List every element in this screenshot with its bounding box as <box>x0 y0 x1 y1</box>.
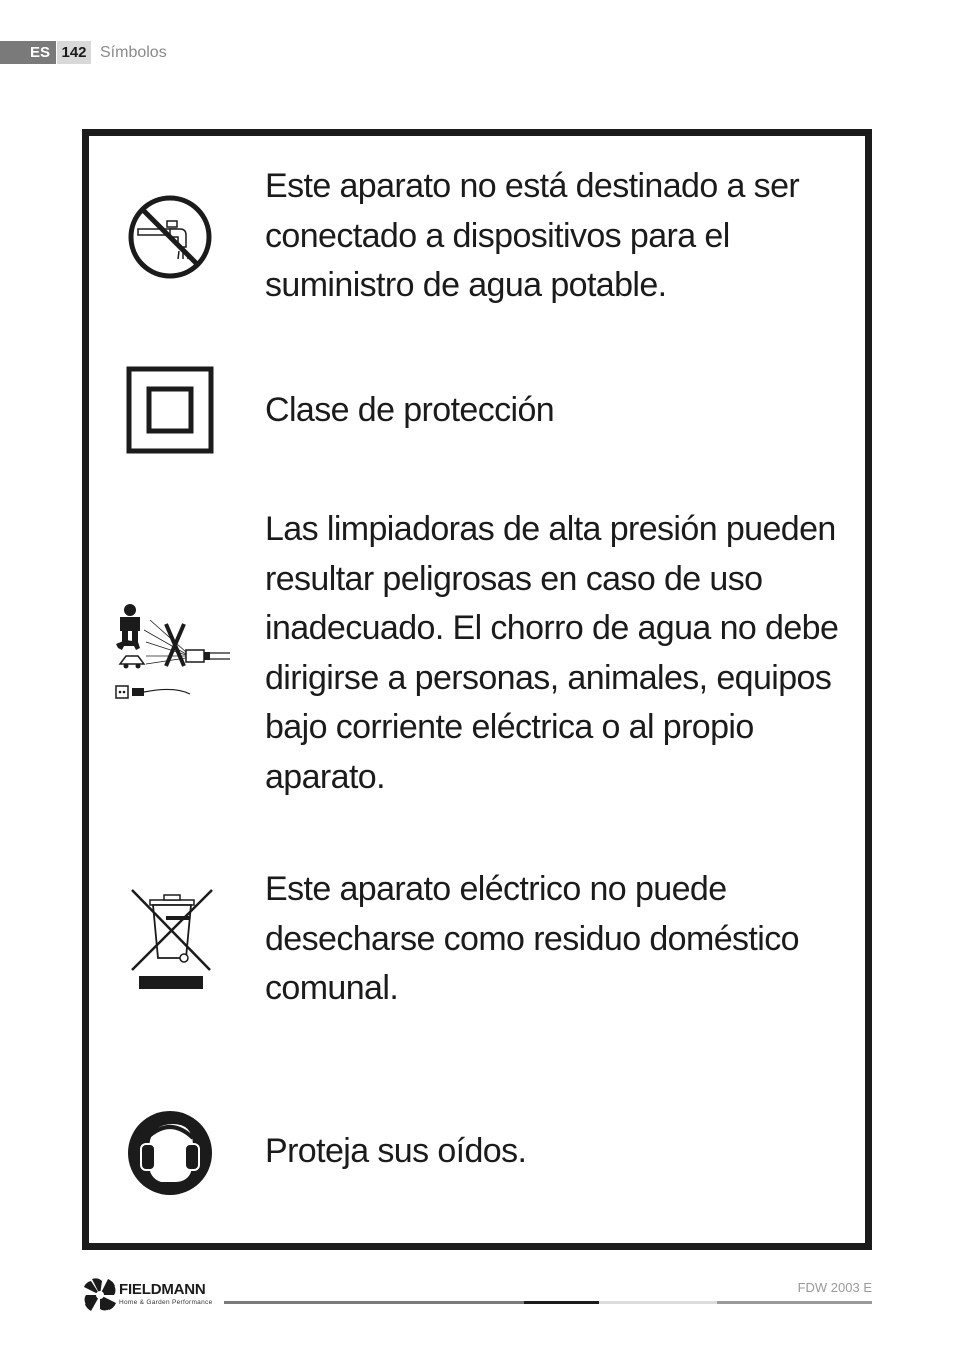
no-drinking-water-connection-icon <box>126 193 214 281</box>
symbol-text-drinking-water: Este aparato no está destinado a ser conectado a dispositivos para el suministro de agua potable. <box>265 167 800 304</box>
crossed-out-wheelie-bin-icon <box>128 886 216 992</box>
symbol-text-spray-danger: Las limpiadoras de alta presión pueden resultar peligrosas en caso de uso inadecuado. El chorro de agua no debe dirigirse a personas, animales, equipos bajo corriente eléctrica o al propio aparato. <box>265 510 839 796</box>
footer-rule-gray-1 <box>224 1301 524 1304</box>
footer-rule-dark <box>524 1301 599 1304</box>
symbol-text-ear-protection: Proteja sus oídos. <box>265 1132 527 1170</box>
section-title: Símbolos <box>100 44 167 61</box>
footer-rule-gray-2 <box>717 1301 872 1304</box>
no-spraying-people-animals-icon <box>110 600 232 706</box>
symbol-text-disposal: Este aparato eléctrico no puede desecharse como residuo doméstico comunal. <box>265 870 799 1007</box>
symbol-text-protection-class: Clase de protección <box>265 391 555 429</box>
model-number: FDW 2003 E <box>797 1280 872 1295</box>
protection-class-ii-icon <box>126 366 214 454</box>
page-number: 142 <box>57 41 91 64</box>
footer-rule-light <box>599 1301 717 1304</box>
language-tab: ES <box>0 41 56 64</box>
ear-protection-icon <box>127 1110 213 1196</box>
fieldmann-logo-icon <box>82 1277 118 1313</box>
brand-name: FIELDMANN <box>119 1281 206 1298</box>
brand-tagline: Home & Garden Performance <box>119 1299 213 1306</box>
